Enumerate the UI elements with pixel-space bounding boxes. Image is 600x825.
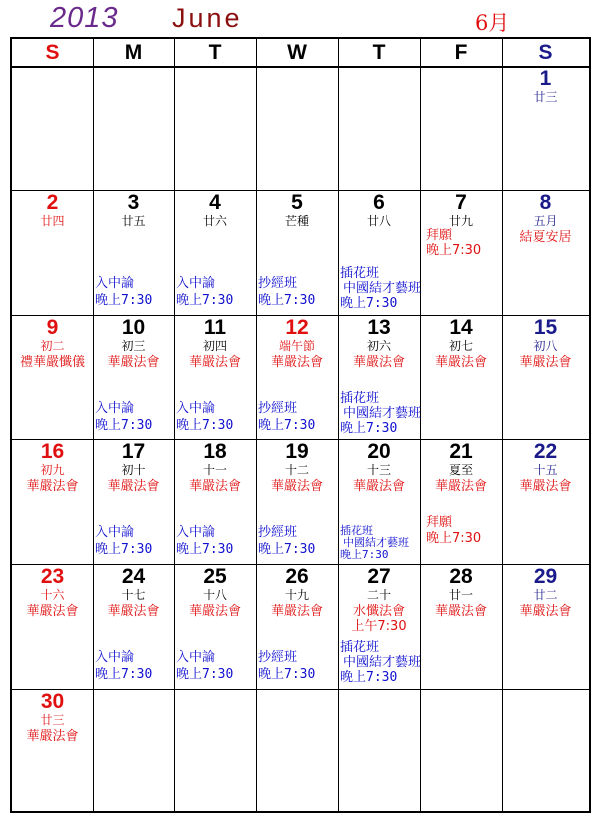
class-schedule-text: 晚上7:30 xyxy=(258,293,316,308)
lunar-date: 夏至 xyxy=(448,463,473,477)
day-number: 23 xyxy=(40,565,65,588)
day-number: 18 xyxy=(203,440,227,463)
lunar-date: 廿一 xyxy=(448,588,473,602)
class-schedule-text: 中國結才藝班 xyxy=(343,536,409,549)
lunar-date: 芒種 xyxy=(284,214,309,228)
event-text: 晚上7:30 xyxy=(426,531,482,546)
event-text: 華嚴法會 xyxy=(352,479,405,494)
lunar-date: 廿四 xyxy=(40,214,65,228)
day-cell[interactable] xyxy=(174,564,256,689)
lunar-date: 初四 xyxy=(202,339,227,353)
event-text: 華嚴法會 xyxy=(26,604,79,619)
class-schedule-text: 中國結才藝班 xyxy=(343,281,422,296)
lunar-date: 廿三 xyxy=(533,90,558,104)
event-text: 華嚴法會 xyxy=(26,479,79,494)
class-schedule-text: 晚上7:30 xyxy=(95,293,153,308)
day-cell[interactable] xyxy=(502,190,589,315)
lunar-date: 初六 xyxy=(366,339,391,353)
weekday-label: T xyxy=(372,41,386,64)
day-number: 16 xyxy=(40,440,65,463)
day-number: 28 xyxy=(449,565,473,588)
class-schedule-text: 入中論 xyxy=(95,276,135,291)
class-schedule-text: 晚上7:30 xyxy=(95,418,153,433)
day-number: 20 xyxy=(367,440,391,463)
calendar-header xyxy=(0,0,600,38)
event-text: 華嚴法會 xyxy=(519,355,572,370)
class-schedule-text: 晚上7:30 xyxy=(340,548,389,561)
class-schedule-text: 抄經班 xyxy=(258,525,298,540)
day-number: 4 xyxy=(209,191,221,214)
event-text: 拜願 xyxy=(426,228,453,243)
event-text: 水懺法會 xyxy=(352,604,405,619)
header-year: 2013 xyxy=(50,2,119,34)
class-schedule-text: 晚上7:30 xyxy=(258,418,316,433)
lunar-date: 十三 xyxy=(366,463,391,477)
day-cell[interactable] xyxy=(256,564,338,689)
day-cell[interactable] xyxy=(256,190,338,315)
event-text: 華嚴法會 xyxy=(519,479,572,494)
event-text: 華嚴法會 xyxy=(434,479,487,494)
day-cell[interactable] xyxy=(502,66,589,190)
day-number: 27 xyxy=(367,565,391,588)
lunar-date: 廿三 xyxy=(40,713,65,727)
day-cell[interactable] xyxy=(420,564,502,689)
class-schedule-text: 抄經班 xyxy=(258,650,298,665)
class-schedule-text: 晚上7:30 xyxy=(176,542,234,557)
day-cell[interactable] xyxy=(502,564,589,689)
lunar-date: 廿二 xyxy=(533,588,558,602)
weekday-label: S xyxy=(45,41,60,64)
class-schedule-text: 插花班 xyxy=(340,640,380,655)
class-schedule-text: 晚上7:30 xyxy=(95,542,153,557)
day-cell[interactable] xyxy=(256,439,338,564)
day-number: 19 xyxy=(285,440,309,463)
header-month: June xyxy=(172,3,243,33)
event-text: 晚上7:30 xyxy=(426,243,482,258)
day-number: 10 xyxy=(121,316,146,339)
class-schedule-text: 入中論 xyxy=(176,401,216,416)
day-number: 14 xyxy=(449,316,473,339)
lunar-date: 端午節 xyxy=(278,339,315,353)
day-number: 22 xyxy=(533,440,558,463)
day-number: 8 xyxy=(539,191,552,214)
day-number: 7 xyxy=(455,191,467,214)
lunar-date: 十五 xyxy=(533,463,558,477)
day-number: 9 xyxy=(46,316,59,339)
class-schedule-text: 入中論 xyxy=(176,276,216,291)
lunar-date: 初二 xyxy=(40,339,65,353)
day-number: 11 xyxy=(203,316,227,339)
lunar-date: 十一 xyxy=(202,463,227,477)
lunar-date: 十六 xyxy=(40,588,65,602)
day-cell[interactable] xyxy=(338,564,420,689)
class-schedule-text: 晚上7:30 xyxy=(258,667,316,682)
event-text: 上午7:30 xyxy=(351,619,407,634)
weekday-label: M xyxy=(124,41,143,64)
class-schedule-text: 晚上7:30 xyxy=(340,421,398,436)
lunar-date: 初十 xyxy=(121,463,146,477)
class-schedule-text: 晚上7:30 xyxy=(176,667,234,682)
day-cell[interactable] xyxy=(338,315,420,439)
class-schedule-text: 插花班 xyxy=(340,524,373,537)
lunar-date: 廿五 xyxy=(121,214,146,228)
class-schedule-text: 晚上7:30 xyxy=(95,667,153,682)
weekday-label: S xyxy=(538,41,553,64)
event-text: 華嚴法會 xyxy=(270,479,323,494)
day-cell[interactable] xyxy=(93,315,174,439)
event-text: 華嚴法會 xyxy=(107,355,160,370)
event-text: 華嚴法會 xyxy=(107,479,160,494)
class-schedule-text: 入中論 xyxy=(95,401,135,416)
day-cell[interactable] xyxy=(174,315,256,439)
class-schedule-text: 晚上7:30 xyxy=(340,296,398,311)
calendar-grid xyxy=(10,37,591,813)
class-schedule-text: 晚上7:30 xyxy=(258,542,316,557)
class-schedule-text: 晚上7:30 xyxy=(340,670,398,685)
row-divider xyxy=(12,689,589,690)
day-number: 5 xyxy=(291,191,303,214)
day-cell[interactable] xyxy=(12,689,93,811)
lunar-date: 初八 xyxy=(533,339,558,353)
event-text: 結夏安居 xyxy=(519,230,572,245)
event-text: 華嚴法會 xyxy=(434,604,487,619)
day-cell[interactable] xyxy=(502,439,589,564)
lunar-date: 初三 xyxy=(121,339,146,353)
day-number: 15 xyxy=(533,316,558,339)
day-number: 17 xyxy=(121,440,146,463)
day-cell[interactable] xyxy=(420,439,502,564)
day-cell[interactable] xyxy=(93,190,174,315)
day-cell[interactable] xyxy=(93,564,174,689)
day-number: 1 xyxy=(539,67,552,90)
day-number: 25 xyxy=(203,565,227,588)
lunar-date: 初九 xyxy=(40,463,65,477)
class-schedule-text: 中國結才藝班 xyxy=(343,406,422,421)
day-cell[interactable] xyxy=(502,315,589,439)
class-schedule-text: 入中論 xyxy=(95,650,135,665)
lunar-date: 五月 xyxy=(533,214,558,228)
event-text: 華嚴法會 xyxy=(188,355,241,370)
lunar-date: 二十 xyxy=(366,588,391,602)
day-cell[interactable] xyxy=(93,439,174,564)
lunar-date: 十八 xyxy=(202,588,227,602)
class-schedule-text: 抄經班 xyxy=(258,401,298,416)
day-number: 26 xyxy=(285,565,309,588)
class-schedule-text: 晚上7:30 xyxy=(176,293,234,308)
day-number: 6 xyxy=(373,191,385,214)
day-cell[interactable] xyxy=(338,190,420,315)
day-cell[interactable] xyxy=(12,439,93,564)
day-number: 12 xyxy=(285,316,309,339)
event-text: 華嚴法會 xyxy=(270,355,323,370)
lunar-date: 廿六 xyxy=(202,214,227,228)
day-cell[interactable] xyxy=(12,190,93,315)
day-number: 24 xyxy=(121,565,146,588)
day-cell[interactable] xyxy=(420,190,502,315)
day-cell[interactable] xyxy=(12,315,93,439)
day-cell[interactable] xyxy=(420,315,502,439)
event-text: 華嚴法會 xyxy=(270,604,323,619)
class-schedule-text: 入中論 xyxy=(176,525,216,540)
weekday-label: T xyxy=(208,41,222,64)
lunar-date: 十九 xyxy=(284,588,309,602)
event-text: 華嚴法會 xyxy=(107,604,160,619)
event-text: 華嚴法會 xyxy=(188,479,241,494)
class-schedule-text: 插花班 xyxy=(340,266,380,281)
lunar-date: 廿八 xyxy=(366,214,391,228)
day-cell[interactable] xyxy=(174,190,256,315)
day-cell[interactable] xyxy=(338,439,420,564)
event-text: 華嚴法會 xyxy=(519,604,572,619)
event-text: 拜願 xyxy=(426,515,453,530)
lunar-date: 廿九 xyxy=(448,214,473,228)
class-schedule-text: 插花班 xyxy=(340,391,380,406)
day-cell[interactable] xyxy=(256,315,338,439)
lunar-date: 十二 xyxy=(284,463,309,477)
event-text: 華嚴法會 xyxy=(434,355,487,370)
class-schedule-text: 入中論 xyxy=(176,650,216,665)
day-number: 29 xyxy=(533,565,558,588)
event-text: 華嚴法會 xyxy=(26,729,79,744)
class-schedule-text: 中國結才藝班 xyxy=(343,655,422,670)
lunar-date: 十七 xyxy=(121,588,146,602)
event-text: 華嚴法會 xyxy=(352,355,405,370)
header-month-chinese: 6月 xyxy=(475,11,510,35)
class-schedule-text: 晚上7:30 xyxy=(176,418,234,433)
class-schedule-text: 抄經班 xyxy=(258,276,298,291)
weekday-label: W xyxy=(287,41,307,64)
day-cell[interactable] xyxy=(174,439,256,564)
lunar-date: 初七 xyxy=(448,339,473,353)
day-number: 13 xyxy=(367,316,391,339)
day-number: 21 xyxy=(449,440,473,463)
weekday-label: F xyxy=(454,41,468,64)
day-cell[interactable] xyxy=(12,564,93,689)
class-schedule-text: 入中論 xyxy=(95,525,135,540)
event-text: 華嚴法會 xyxy=(188,604,241,619)
day-number: 3 xyxy=(127,191,140,214)
event-text: 禮華嚴懺儀 xyxy=(19,355,85,370)
day-number: 2 xyxy=(46,191,59,214)
day-number: 30 xyxy=(40,690,65,713)
